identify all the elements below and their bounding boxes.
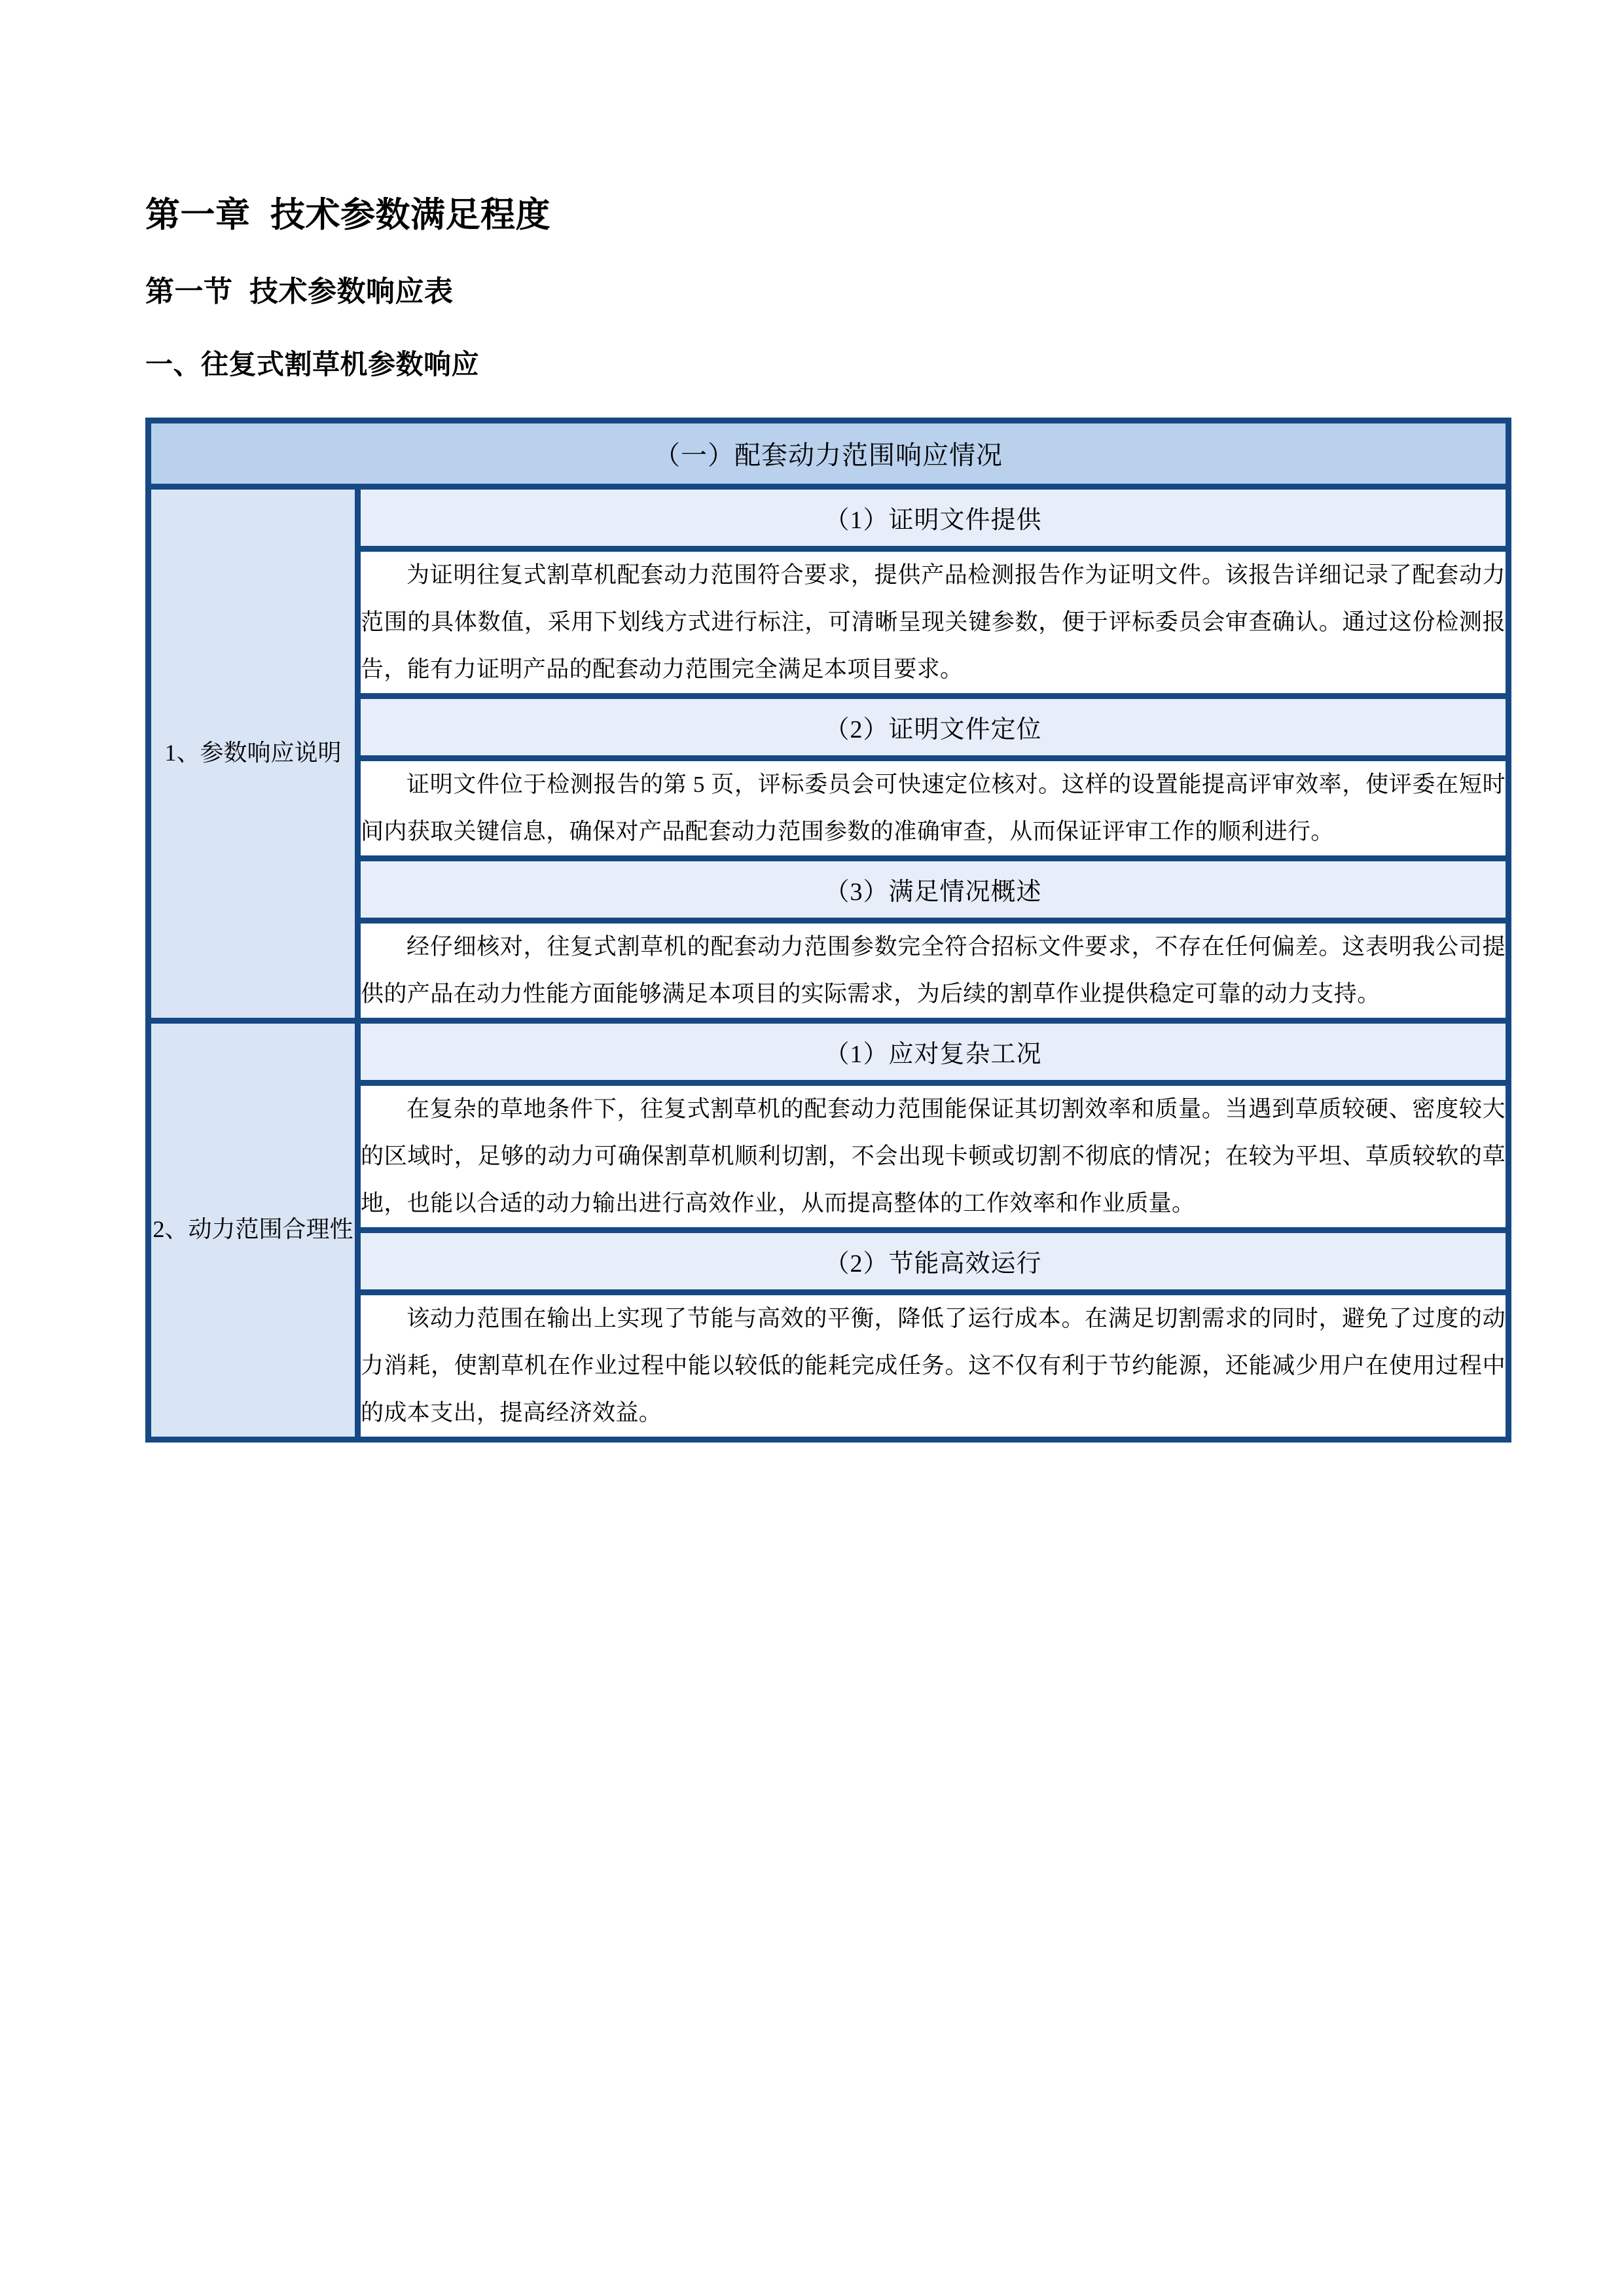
subhead-1-2: （2）证明文件定位 [358, 696, 1509, 758]
group-label-2: 2、动力范围合理性 [149, 1020, 358, 1439]
subhead-1-1: （1）证明文件提供 [358, 486, 1509, 548]
body-2-2: 该动力范围在输出上实现了节能与高效的平衡，降低了运行成本。在满足切割需求的同时，避免了过度的动力消耗，使割草机在作业过程中能以较低的能耗完成任务。这不仅有利于节约能源，还能减少用户在使用过程中的成本支出，提高经济效益。 [358, 1292, 1509, 1439]
body-1-2: 证明文件位于检测报告的第 5 页，评标委员会可快速定位核对。这样的设置能提高评审效率，使评委在短时间内获取关键信息，确保对产品配套动力范围参数的准确审查，从而保证评审工作的顺利进行。 [358, 758, 1509, 858]
parameter-response-table [145, 418, 1511, 1443]
item-heading: 一、往复式割草机参数响应 [145, 349, 480, 380]
table-title-row [149, 420, 1509, 486]
subhead-2-2: （2）节能高效运行 [358, 1230, 1509, 1292]
body-2-1: 在复杂的草地条件下，往复式割草机的配套动力范围能保证其切割效率和质量。当遇到草质较硬、密度较大的区域时，足够的动力可确保割草机顺利切割，不会出现卡顿或切割不彻底的情况；在较为平坦、草质较软的草地，也能以合适的动力输出进行高效作业，从而提高整体的工作效率和作业质量。 [358, 1083, 1509, 1230]
subhead-1-3: （3）满足情况概述 [358, 858, 1509, 920]
table-row [149, 1020, 1509, 1083]
table-title-cell: （一）配套动力范围响应情况 [149, 420, 1509, 486]
chapter-heading: 第一章 技术参数满足程度 [145, 196, 550, 234]
body-1-1: 为证明往复式割草机配套动力范围符合要求，提供产品检测报告作为证明文件。该报告详细记录了配套动力范围的具体数值，采用下划线方式进行标注，可清晰呈现关键参数，便于评标委员会审查确认。通过这份检测报告，能有力证明产品的配套动力范围完全满足本项目要求。 [358, 548, 1509, 696]
page-content [145, 0, 1507, 1443]
subhead-2-1: （1）应对复杂工况 [358, 1020, 1509, 1083]
section-heading: 第一节 技术参数响应表 [145, 276, 454, 308]
group-label-1: 1、参数响应说明 [149, 486, 358, 1020]
table-row [149, 486, 1509, 548]
body-1-3: 经仔细核对，往复式割草机的配套动力范围参数完全符合招标文件要求，不存在任何偏差。这表明我公司提供的产品在动力性能方面能够满足本项目的实际需求，为后续的割草作业提供稳定可靠的动力支持。 [358, 920, 1509, 1020]
